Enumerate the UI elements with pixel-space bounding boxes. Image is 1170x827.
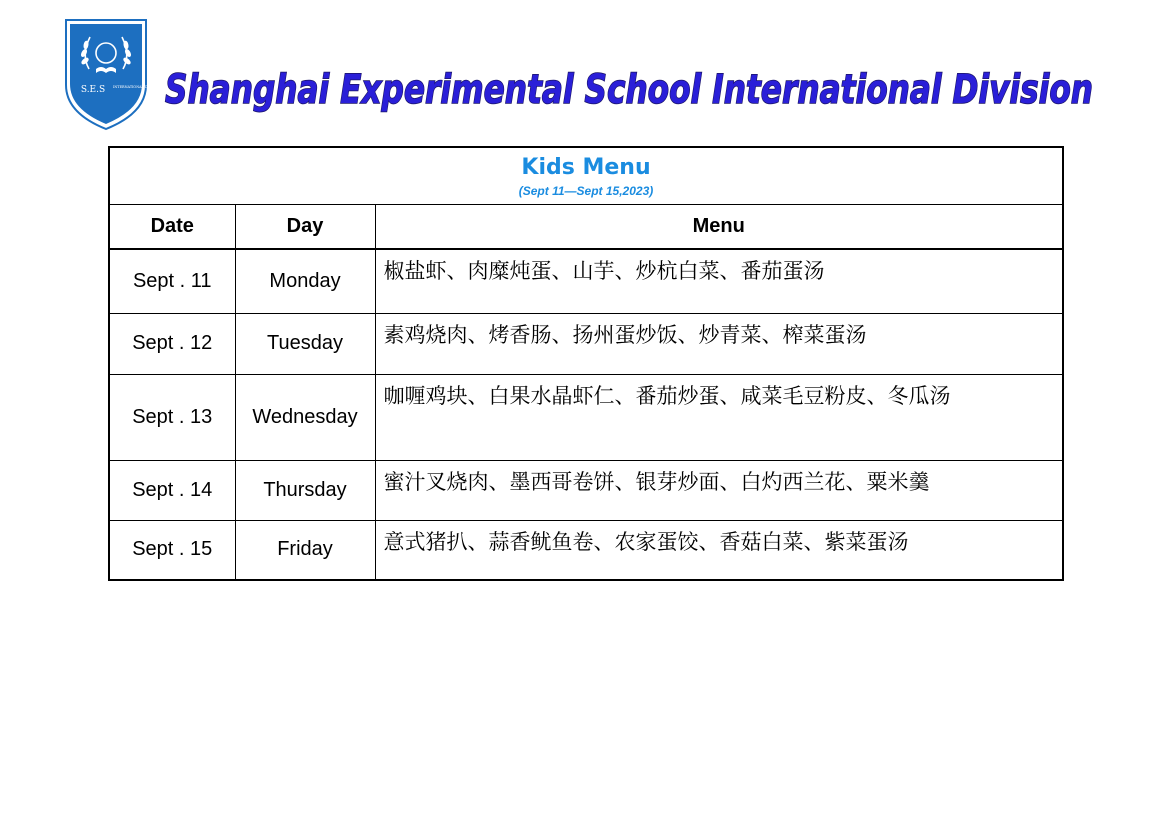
table-row — [109, 313, 1063, 374]
table-row — [109, 249, 1063, 313]
school-name — [165, 58, 1105, 124]
school-name-text: Shanghai Experimental School International Division — [165, 67, 1093, 113]
menu-title-cell — [109, 147, 1063, 205]
date-cell: Sept . 15 — [109, 520, 235, 580]
table-row — [109, 520, 1063, 580]
column-header-day: Day — [235, 205, 375, 250]
menu-date-range: (Sept 11—Sept 15,2023) — [518, 184, 654, 198]
menu-cell — [375, 249, 1063, 313]
day-cell: Friday — [235, 520, 375, 580]
date-cell: Sept . 14 — [109, 460, 235, 520]
menu-cell — [375, 460, 1063, 520]
menu-items: 素鸡烧肉、烤香肠、扬州蛋炒饭、炒青菜、榨菜蛋汤 — [383, 322, 867, 347]
column-header-date: Date — [109, 205, 235, 250]
day-cell: Monday — [235, 249, 375, 313]
menu-items: 咖喱鸡块、白果水晶虾仁、番茄炒蛋、咸菜毛豆粉皮、冬瓜汤 — [383, 383, 951, 408]
date-cell: Sept . 11 — [109, 249, 235, 313]
page-header — [0, 0, 1170, 140]
day-cell: Tuesday — [235, 313, 375, 374]
menu-items: 意式猪扒、蒜香鱿鱼卷、农家蛋饺、香菇白菜、紫菜蛋汤 — [383, 529, 909, 554]
day-cell: Thursday — [235, 460, 375, 520]
menu-cell — [375, 520, 1063, 580]
day-cell: Wednesday — [235, 374, 375, 460]
table-header-row — [109, 205, 1063, 250]
column-header-menu: Menu — [375, 205, 1063, 250]
date-cell: Sept . 12 — [109, 313, 235, 374]
menu-title: Kids Menu — [521, 155, 651, 180]
menu-cell — [375, 374, 1063, 460]
table-row — [109, 374, 1063, 460]
kids-menu-table — [108, 146, 1064, 581]
table-row — [109, 460, 1063, 520]
school-logo — [63, 17, 163, 131]
logo-text: S.E.S — [80, 85, 106, 95]
logo-subtext: INTERNATIONAL DIVISION — [113, 85, 163, 89]
date-cell: Sept . 13 — [109, 374, 235, 460]
menu-items: 蜜汁叉烧肉、墨西哥卷饼、银芽炒面、白灼西兰花、粟米羹 — [383, 469, 930, 494]
menu-items: 椒盐虾、肉糜炖蛋、山芋、炒杭白菜、番茄蛋汤 — [383, 259, 825, 283]
menu-cell — [375, 313, 1063, 374]
